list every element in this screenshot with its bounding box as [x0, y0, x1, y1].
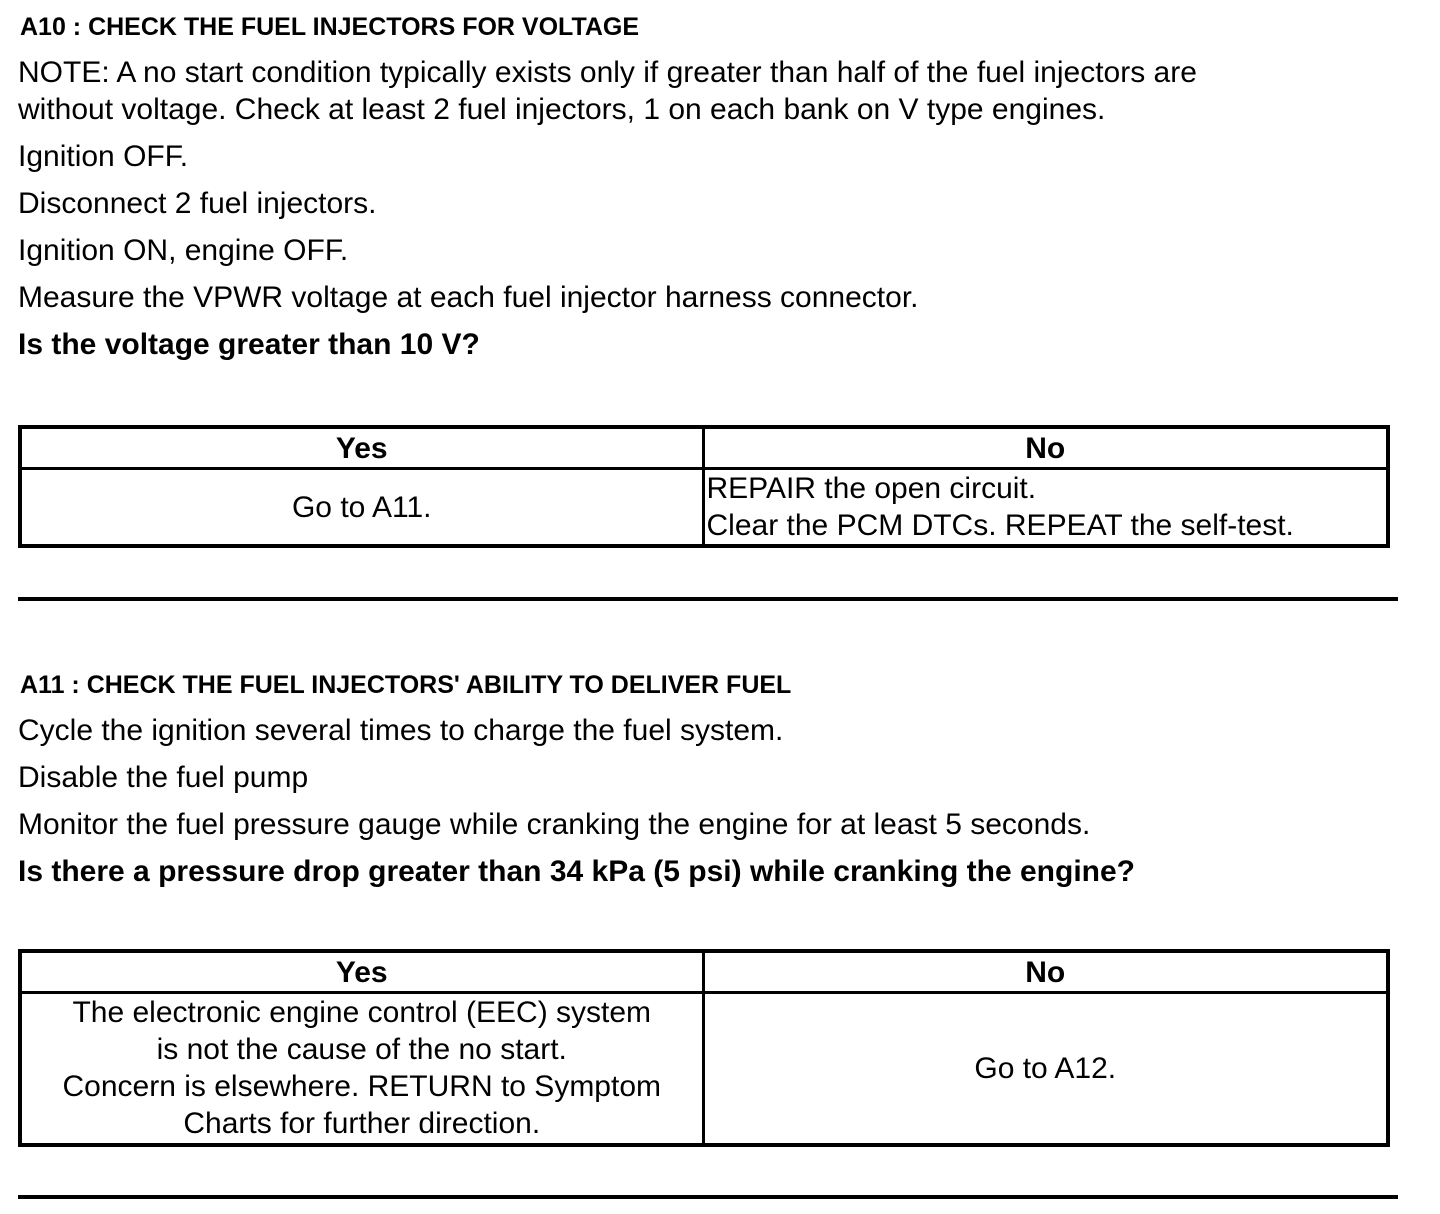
yes-header: Yes	[20, 951, 703, 993]
step-a11-result-table	[18, 949, 1390, 1147]
note-line: NOTE: A no start condition typically exists only if greater than half of the fuel injectors are	[18, 56, 1197, 89]
no-header: No	[703, 427, 1388, 469]
step-a11	[18, 670, 1398, 890]
section-divider	[18, 1195, 1398, 1199]
table-header-row	[20, 427, 1388, 469]
yes-cell-line: The electronic engine control (EEC) system	[72, 996, 652, 1030]
yes-cell-line: is not the cause of the no start.	[156, 1033, 567, 1067]
yes-header: Yes	[20, 427, 703, 469]
yes-cell-line: Charts for further direction.	[183, 1107, 541, 1141]
no-cell-line: Clear the PCM DTCs. REPEAT the self-test.	[706, 509, 1294, 542]
step-a10-note	[18, 54, 1398, 128]
step-a10-title: A10 : CHECK THE FUEL INJECTORS FOR VOLTAGE	[20, 13, 640, 41]
step-a11-title: A11 : CHECK THE FUEL INJECTORS' ABILITY TO DELIVER FUEL	[20, 671, 792, 699]
instruction-line: Cycle the ignition several times to charge the fuel system.	[18, 714, 784, 747]
no-cell	[703, 993, 1388, 1145]
table-row	[20, 469, 1388, 547]
step-a11-question: Is there a pressure drop greater than 34 kPa (5 psi) while cranking the engine?	[18, 855, 1136, 888]
instruction-line: Ignition OFF.	[18, 140, 189, 173]
instruction-line: Ignition ON, engine OFF.	[18, 234, 349, 267]
step-a10-question: Is the voltage greater than 10 V?	[18, 328, 480, 361]
no-cell-line: Go to A12.	[974, 1051, 1117, 1085]
instruction-line: Disable the fuel pump	[18, 761, 309, 794]
no-cell	[703, 469, 1388, 547]
table-header-row	[20, 951, 1388, 993]
table-row	[20, 993, 1388, 1145]
note-line: without voltage. Check at least 2 fuel injectors, 1 on each bank on V type engines.	[18, 93, 1106, 126]
yes-cell-line: Go to A11.	[291, 490, 432, 524]
no-header: No	[703, 951, 1388, 993]
yes-cell	[20, 993, 703, 1145]
yes-cell-line: Concern is elsewhere. RETURN to Symptom	[62, 1070, 662, 1104]
yes-cell	[20, 469, 703, 547]
instruction-line: Measure the VPWR voltage at each fuel injector harness connector.	[18, 281, 919, 314]
step-a10	[18, 12, 1398, 363]
no-cell-line: REPAIR the open circuit.	[706, 472, 1037, 505]
section-divider	[18, 597, 1398, 601]
instruction-line: Monitor the fuel pressure gauge while cranking the engine for at least 5 seconds.	[18, 808, 1091, 841]
step-a10-result-table	[18, 425, 1390, 548]
instruction-line: Disconnect 2 fuel injectors.	[18, 187, 377, 220]
